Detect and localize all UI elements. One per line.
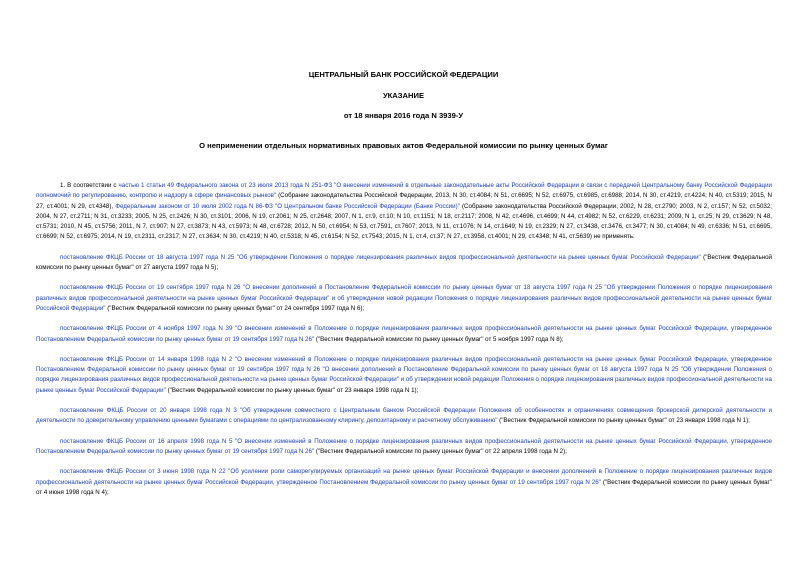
issuer-heading: ЦЕНТРАЛЬНЫЙ БАНК РОССИЙСКОЙ ФЕДЕРАЦИИ	[308, 70, 499, 79]
act-source: ("Вестник Федеральной комиссии по рынку ценных бумаг" от 4 июня 1998 года N 4);	[36, 478, 772, 496]
list-item	[36, 283, 772, 314]
list-item	[36, 355, 772, 396]
act-source: ("Вестник Федеральной комиссии по рынку ценных бумаг" от 22 апреля 1998 года N 2);	[314, 447, 567, 455]
act-source: ("Вестник Федеральной комиссии по рынку ценных бумаг" от 27 августа 1997 года N 5);	[36, 253, 772, 272]
paragraph-1	[36, 181, 772, 243]
act-source: ("Вестник Федеральной комиссии по рынку ценных бумаг" от 23 января 1998 года N 1);	[497, 417, 750, 425]
law-link-86fz[interactable]: Федеральным законом от 10 июля 2002 года N 86-ФЗ "О Центральном банке Российской Федерации (Банке России)"	[115, 202, 460, 210]
act-link[interactable]: постановление ФКЦБ России от 4 ноября 1997 года N 39 "О внесении изменений в Положение о порядке лицензирования различных видов профессиональной деятельности на рынке ценных бумаг Российской Федерации, утвержденное Постановлением Федеральной комиссии по рынку ценных бумаг от 19 сентября 1997 года N 26"	[36, 325, 772, 343]
paragraph-1-citation: (Собрание законодательства Российской Федерации, 2013, N 30, ст.4084; N 51, ст.6695; N 52, ст.6975, ст.6985, ст.6988; 2014, N 30, ст.4219, ст.4224; N 40, ст.5319; 2015, N 27, ст.4001; N 29, ст.4348),	[36, 192, 772, 210]
act-link[interactable]: постановление ФКЦБ России от 20 января 1998 года N 3 "Об утверждении совместного с Центральным банком Российской Федерации Положения об особенностях и ограничениях совмещения брокерской дилерской деятельности и деятельности по доверительному управлению ценными бумагами с операциями по централизованному клирингу, депозитарному и расчетному обслуживанию"	[36, 407, 772, 425]
list-item	[36, 467, 772, 498]
act-link[interactable]: постановление ФКЦБ России от 19 сентября 1997 года N 26 "О внесении дополнений в Постановление Федеральной комиссии по рынку ценных бумаг от 18 августа 1997 года N 25 "Об утверждении Положения о порядке лицензирования различных видов профессиональной деятельности на рынке ценных бумаг Российской Федерации" и об утверждении новой редакции Положения о порядке лицензирования различных видов профессиональной деятельности на рынке ценных бумаг Российской Федерации"	[36, 284, 772, 312]
act-link[interactable]: постановление ФКЦБ России от 14 января 1998 года N 2 "О внесении изменений в Положение о порядке лицензирования различных видов профессиональной деятельности на рынке ценных бумаг Российской Федерации, утвержденное Постановлением Федеральной комиссии по рынку ценных бумаг от 19 сентября 1997 года N 26 "О внесении дополнений в Постановление Федеральной комиссии по рынку ценных бумаг от 18 августа 1997 года N 25 "Об утверждении Положения о порядке лицензирования различных видов профессиональной деятельности на рынке ценных бумаг Российской Федерации" и об утверждении новой редакции Положения о порядке лицензирования различных видов профессиональной деятельности на рынке ценных бумаг Российской Федерации"	[36, 355, 772, 394]
document-body	[36, 181, 772, 498]
list-item	[36, 253, 772, 274]
act-link[interactable]: постановление ФКЦБ России от 16 апреля 1998 года N 5 "О внесении изменений в Положение о порядке лицензирования различных видов профессиональной деятельности на рынке ценных бумаг Российской Федерации, утвержденное Постановлением Федеральной комиссии по рынку ценных бумаг от 19 сентября 1997 года N 26"	[36, 437, 772, 455]
law-link-251fz[interactable]: частью 1 статьи 49 Федерального закона от 23 июля 2013 года N 251-ФЗ "О внесении изменений в отдельные законодательные акты Российской Федерации в связи с передачей Центральному банку Российской Федерации полномочий по регулированию, контролю и надзору в сфере финансовых рынков"	[36, 182, 772, 200]
act-source: ("Вестник Федеральной комиссии по рынку ценных бумаг" от 5 ноября 1997 года N 8);	[314, 335, 564, 343]
list-item	[36, 437, 772, 458]
document-title: О неприменении отдельных нормативных правовых актов Федеральной комиссии по рынку ценных бумаг	[199, 141, 608, 150]
document-type: УКАЗАНИЕ	[382, 91, 425, 100]
act-source: ("Вестник Федеральной комиссии по рынку ценных бумаг" от 23 января 1998 года N 1);	[165, 386, 419, 394]
act-link[interactable]: постановление ФКЦБ России от 3 июня 1998 года N 22 "Об усилении роли саморегулируемых организаций на рынке ценных бумаг Российской Федерации и внесении дополнений в Положение о порядке лицензирования различных видов профессиональной деятельности на рынке ценных бумаг Российской Федерации, утвержденное Постановлением Федеральной комиссии по рынку ценных бумаг от 19 сентября 1997 года N 26"	[36, 468, 772, 486]
list-item	[36, 406, 772, 427]
act-source: ("Вестник Федеральной комиссии по рынку ценных бумаг" от 24 сентября 1997 года N 6);	[105, 304, 365, 312]
list-item	[36, 324, 772, 345]
paragraph-1-intro: 1. В соответствии с	[60, 182, 119, 189]
act-link[interactable]: постановление ФКЦБ России от 18 августа 1997 года N 25 "Об утверждении Положения о порядке лицензирования различных видов профессиональной деятельности на рынке ценных бумаг Российской Федерации"	[60, 253, 701, 261]
paragraph-1-tail: (Собрание законодательства Российской Федерации, 2002, N 28, ст.2790; 2003, N 2, ст.157; N 52, ст.5032; 2004, N 27, ст.2711; N 31, ст.3233; 2005, N 25, ст.2426; N 30, ст.3101; 2006, N 19, ст.2061; N 25, ст.2648; 2007, N 1, ст.9, ст.10; N 10, ст.1151; N 18, ст.2117; 2008, N 42, ст.4696, ст.4699; N 44, ст.4982; N 52, ст.6229, ст.6231; 2009, N 1, ст.25; N 29, ст.3629; N 48, ст.5731; 2010, N 45, ст.5756; 2011, N 7, ст.907; N 27, ст.3873; N 43, ст.5973; N 48, ст.6728; 2012, N 50, ст.6954; N 53, ст.7591, ст.7607; 2013, N 11, ст.1076; N 14, ст.1649; N 19, ст.2329; N 27, ст.3438, ст.3476, ст.3477; N 30, ст.4084; N 49, ст.6336; N 51, ст.6695, ст.6699; N 52, ст.6975; 2014, N 19, ст.2311, ст.2317; N 27, ст.3634; N 30, ст.4219; N 40, ст.5318; N 45, ст.6154; N 52, ст.7543; 2015, N 1, ст.4, ст.37; N 27, ст.3958, ст.4001; N 29, ст.4348; N 41, ст.5639) не применять:	[36, 202, 773, 241]
document-date-number: от 18 января 2016 года N 3939-У	[343, 111, 464, 120]
